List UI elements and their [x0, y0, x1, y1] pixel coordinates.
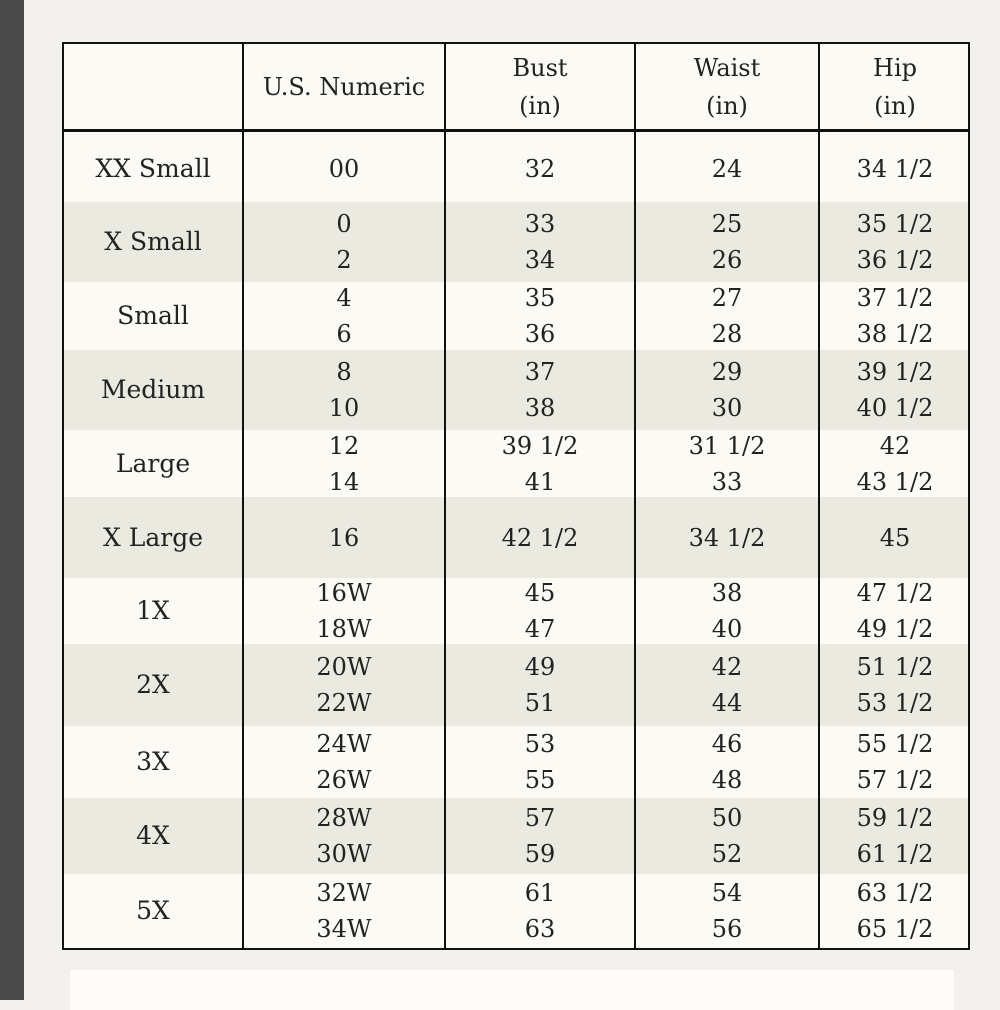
bust-cell	[446, 430, 634, 497]
numeric-value: 16W	[316, 579, 372, 607]
bust-value: 55	[524, 766, 556, 794]
waist-value: 52	[711, 840, 743, 868]
bust-cell	[446, 202, 634, 282]
bust-value: 49	[524, 653, 556, 681]
numeric-value: 24W	[316, 730, 372, 758]
header-waist-unit: (in)	[706, 91, 748, 120]
table-row	[64, 726, 968, 798]
numeric-value: 4	[336, 284, 352, 312]
waist-value: 50	[711, 804, 743, 832]
bust-cell	[446, 497, 634, 578]
numeric-value: 20W	[316, 653, 372, 681]
hip-value: 45	[879, 523, 911, 552]
header-hip-unit: (in)	[874, 91, 916, 120]
waist-cell	[636, 202, 818, 282]
waist-cell	[636, 497, 818, 578]
numeric-cell	[244, 350, 444, 430]
size-label: 3X	[136, 747, 170, 776]
numeric-value: 16	[328, 523, 360, 552]
bust-value: 37	[524, 358, 556, 386]
hip-cell	[820, 430, 970, 497]
table-row	[64, 644, 968, 726]
waist-value: 28	[711, 320, 743, 348]
hip-value: 35 1/2	[856, 210, 934, 238]
header-hip-cell	[820, 44, 970, 129]
numeric-cell	[244, 282, 444, 350]
waist-value: 25	[711, 210, 743, 238]
bust-value: 53	[524, 730, 556, 758]
hip-cell	[820, 578, 970, 644]
bust-cell	[446, 798, 634, 874]
numeric-cell	[244, 726, 444, 798]
hip-value: 61 1/2	[856, 840, 934, 868]
numeric-cell	[244, 135, 444, 202]
numeric-value: 28W	[316, 804, 372, 832]
waist-value: 31 1/2	[688, 431, 766, 460]
header-bust-cell	[446, 44, 634, 129]
hip-value: 65 1/2	[856, 915, 934, 943]
bust-cell	[446, 282, 634, 350]
waist-cell	[636, 282, 818, 350]
numeric-cell	[244, 874, 444, 948]
hip-value: 63 1/2	[856, 879, 934, 907]
size-label: X Small	[104, 227, 202, 256]
waist-value: 44	[711, 689, 743, 717]
hip-value: 55 1/2	[856, 730, 934, 758]
column-divider	[818, 44, 820, 948]
header-size-cell	[64, 44, 242, 129]
hip-value: 57 1/2	[856, 766, 934, 794]
header-waist-label: Waist	[693, 53, 761, 82]
waist-cell	[636, 578, 818, 644]
hip-value: 37 1/2	[856, 284, 934, 312]
hip-cell	[820, 135, 970, 202]
page	[24, 0, 1000, 1000]
bust-cell	[446, 578, 634, 644]
hip-value: 49 1/2	[856, 615, 934, 643]
size-label: Small	[117, 301, 189, 330]
column-divider	[242, 44, 244, 948]
bust-value: 33	[524, 210, 556, 238]
header-bust-unit: (in)	[519, 91, 561, 120]
waist-value: 24	[711, 154, 743, 183]
bust-value: 42 1/2	[501, 523, 579, 552]
bust-value: 41	[524, 467, 556, 496]
bust-value: 57	[524, 804, 556, 832]
numeric-value: 6	[336, 320, 352, 348]
bust-value: 36	[524, 320, 556, 348]
waist-value: 56	[711, 915, 743, 943]
waist-cell	[636, 726, 818, 798]
numeric-value: 14	[328, 467, 360, 496]
numeric-cell	[244, 202, 444, 282]
table-row	[64, 874, 968, 948]
hip-cell	[820, 202, 970, 282]
bust-value: 63	[524, 915, 556, 943]
numeric-cell	[244, 497, 444, 578]
numeric-value: 18W	[316, 615, 372, 643]
bust-cell	[446, 135, 634, 202]
size-label-cell	[64, 578, 242, 644]
size-label: 5X	[136, 896, 170, 925]
numeric-value: 30W	[316, 840, 372, 868]
table-row	[64, 350, 968, 430]
size-label-cell	[64, 798, 242, 874]
numeric-value: 22W	[316, 689, 372, 717]
numeric-value: 26W	[316, 766, 372, 794]
size-label-cell	[64, 350, 242, 430]
hip-cell	[820, 350, 970, 430]
header-waist-cell	[636, 44, 818, 129]
size-label: Large	[115, 448, 191, 478]
bust-cell	[446, 726, 634, 798]
waist-cell	[636, 350, 818, 430]
numeric-cell	[244, 798, 444, 874]
table-row	[64, 497, 968, 578]
bust-value: 59	[524, 840, 556, 868]
hip-value: 36 1/2	[856, 246, 934, 274]
header-bust-label: Bust	[512, 53, 568, 82]
left-edge-bar	[0, 0, 24, 1000]
size-label: 4X	[136, 821, 170, 850]
waist-cell	[636, 644, 818, 726]
size-label: 2X	[136, 670, 170, 699]
numeric-cell	[244, 430, 444, 497]
waist-cell	[636, 135, 818, 202]
waist-cell	[636, 798, 818, 874]
bust-value: 61	[524, 879, 556, 907]
size-label: XX Small	[95, 153, 211, 183]
numeric-value: 8	[336, 358, 352, 386]
numeric-value: 32W	[316, 879, 372, 907]
waist-value: 34 1/2	[688, 523, 766, 552]
waist-value: 42	[711, 653, 743, 681]
numeric-value: 12	[328, 431, 360, 460]
size-label-cell	[64, 726, 242, 798]
size-label-cell	[64, 874, 242, 948]
bust-value: 35	[524, 284, 556, 312]
header-hip-label: Hip	[873, 53, 917, 82]
table-row	[64, 798, 968, 874]
numeric-value: 10	[328, 394, 360, 422]
hip-cell	[820, 726, 970, 798]
waist-value: 26	[711, 246, 743, 274]
table-row	[64, 430, 968, 497]
hip-cell	[820, 874, 970, 948]
hip-cell	[820, 644, 970, 726]
table-row	[64, 578, 968, 644]
numeric-value: 0	[336, 210, 352, 238]
column-divider	[444, 44, 446, 948]
bottom-card	[70, 970, 954, 1010]
size-label-cell	[64, 430, 242, 497]
table-row	[64, 282, 968, 350]
waist-value: 54	[711, 879, 743, 907]
waist-value: 27	[711, 284, 743, 312]
hip-value: 39 1/2	[856, 358, 934, 386]
hip-value: 59 1/2	[856, 804, 934, 832]
hip-value: 43 1/2	[856, 467, 934, 496]
hip-value: 47 1/2	[856, 579, 934, 607]
hip-cell	[820, 497, 970, 578]
size-label: 1X	[136, 596, 170, 625]
bust-value: 38	[524, 394, 556, 422]
waist-value: 46	[711, 730, 743, 758]
size-label: X Large	[103, 522, 203, 552]
size-label: Medium	[100, 375, 206, 404]
numeric-value: 34W	[316, 915, 372, 943]
waist-value: 40	[711, 615, 743, 643]
hip-value: 34 1/2	[856, 154, 934, 183]
hip-value: 53 1/2	[856, 689, 934, 717]
size-label-cell	[64, 644, 242, 726]
column-divider	[634, 44, 636, 948]
header-numeric-label: U.S. Numeric	[262, 72, 426, 101]
bust-value: 47	[524, 615, 556, 643]
waist-value: 38	[711, 579, 743, 607]
bust-value: 51	[524, 689, 556, 717]
numeric-value: 00	[328, 154, 360, 183]
waist-value: 48	[711, 766, 743, 794]
size-label-cell	[64, 202, 242, 282]
bust-value: 34	[524, 246, 556, 274]
bust-cell	[446, 874, 634, 948]
bust-cell	[446, 644, 634, 726]
waist-value: 29	[711, 358, 743, 386]
table-row	[64, 202, 968, 282]
size-chart-table	[62, 42, 970, 950]
waist-value: 33	[711, 467, 743, 496]
size-label-cell	[64, 497, 242, 578]
waist-cell	[636, 430, 818, 497]
bust-cell	[446, 350, 634, 430]
hip-cell	[820, 798, 970, 874]
numeric-value: 2	[336, 246, 352, 274]
numeric-cell	[244, 578, 444, 644]
size-label-cell	[64, 282, 242, 350]
bust-value: 32	[524, 154, 556, 183]
size-label-cell	[64, 135, 242, 202]
table-row	[64, 135, 968, 202]
waist-value: 30	[711, 394, 743, 422]
numeric-cell	[244, 644, 444, 726]
hip-value: 38 1/2	[856, 320, 934, 348]
hip-cell	[820, 282, 970, 350]
hip-value: 42	[879, 431, 911, 460]
header-numeric-cell	[244, 44, 444, 129]
hip-value: 51 1/2	[856, 653, 934, 681]
bust-value: 39 1/2	[501, 431, 579, 460]
hip-value: 40 1/2	[856, 394, 934, 422]
waist-cell	[636, 874, 818, 948]
bust-value: 45	[524, 579, 556, 607]
table-header-row	[64, 44, 968, 132]
